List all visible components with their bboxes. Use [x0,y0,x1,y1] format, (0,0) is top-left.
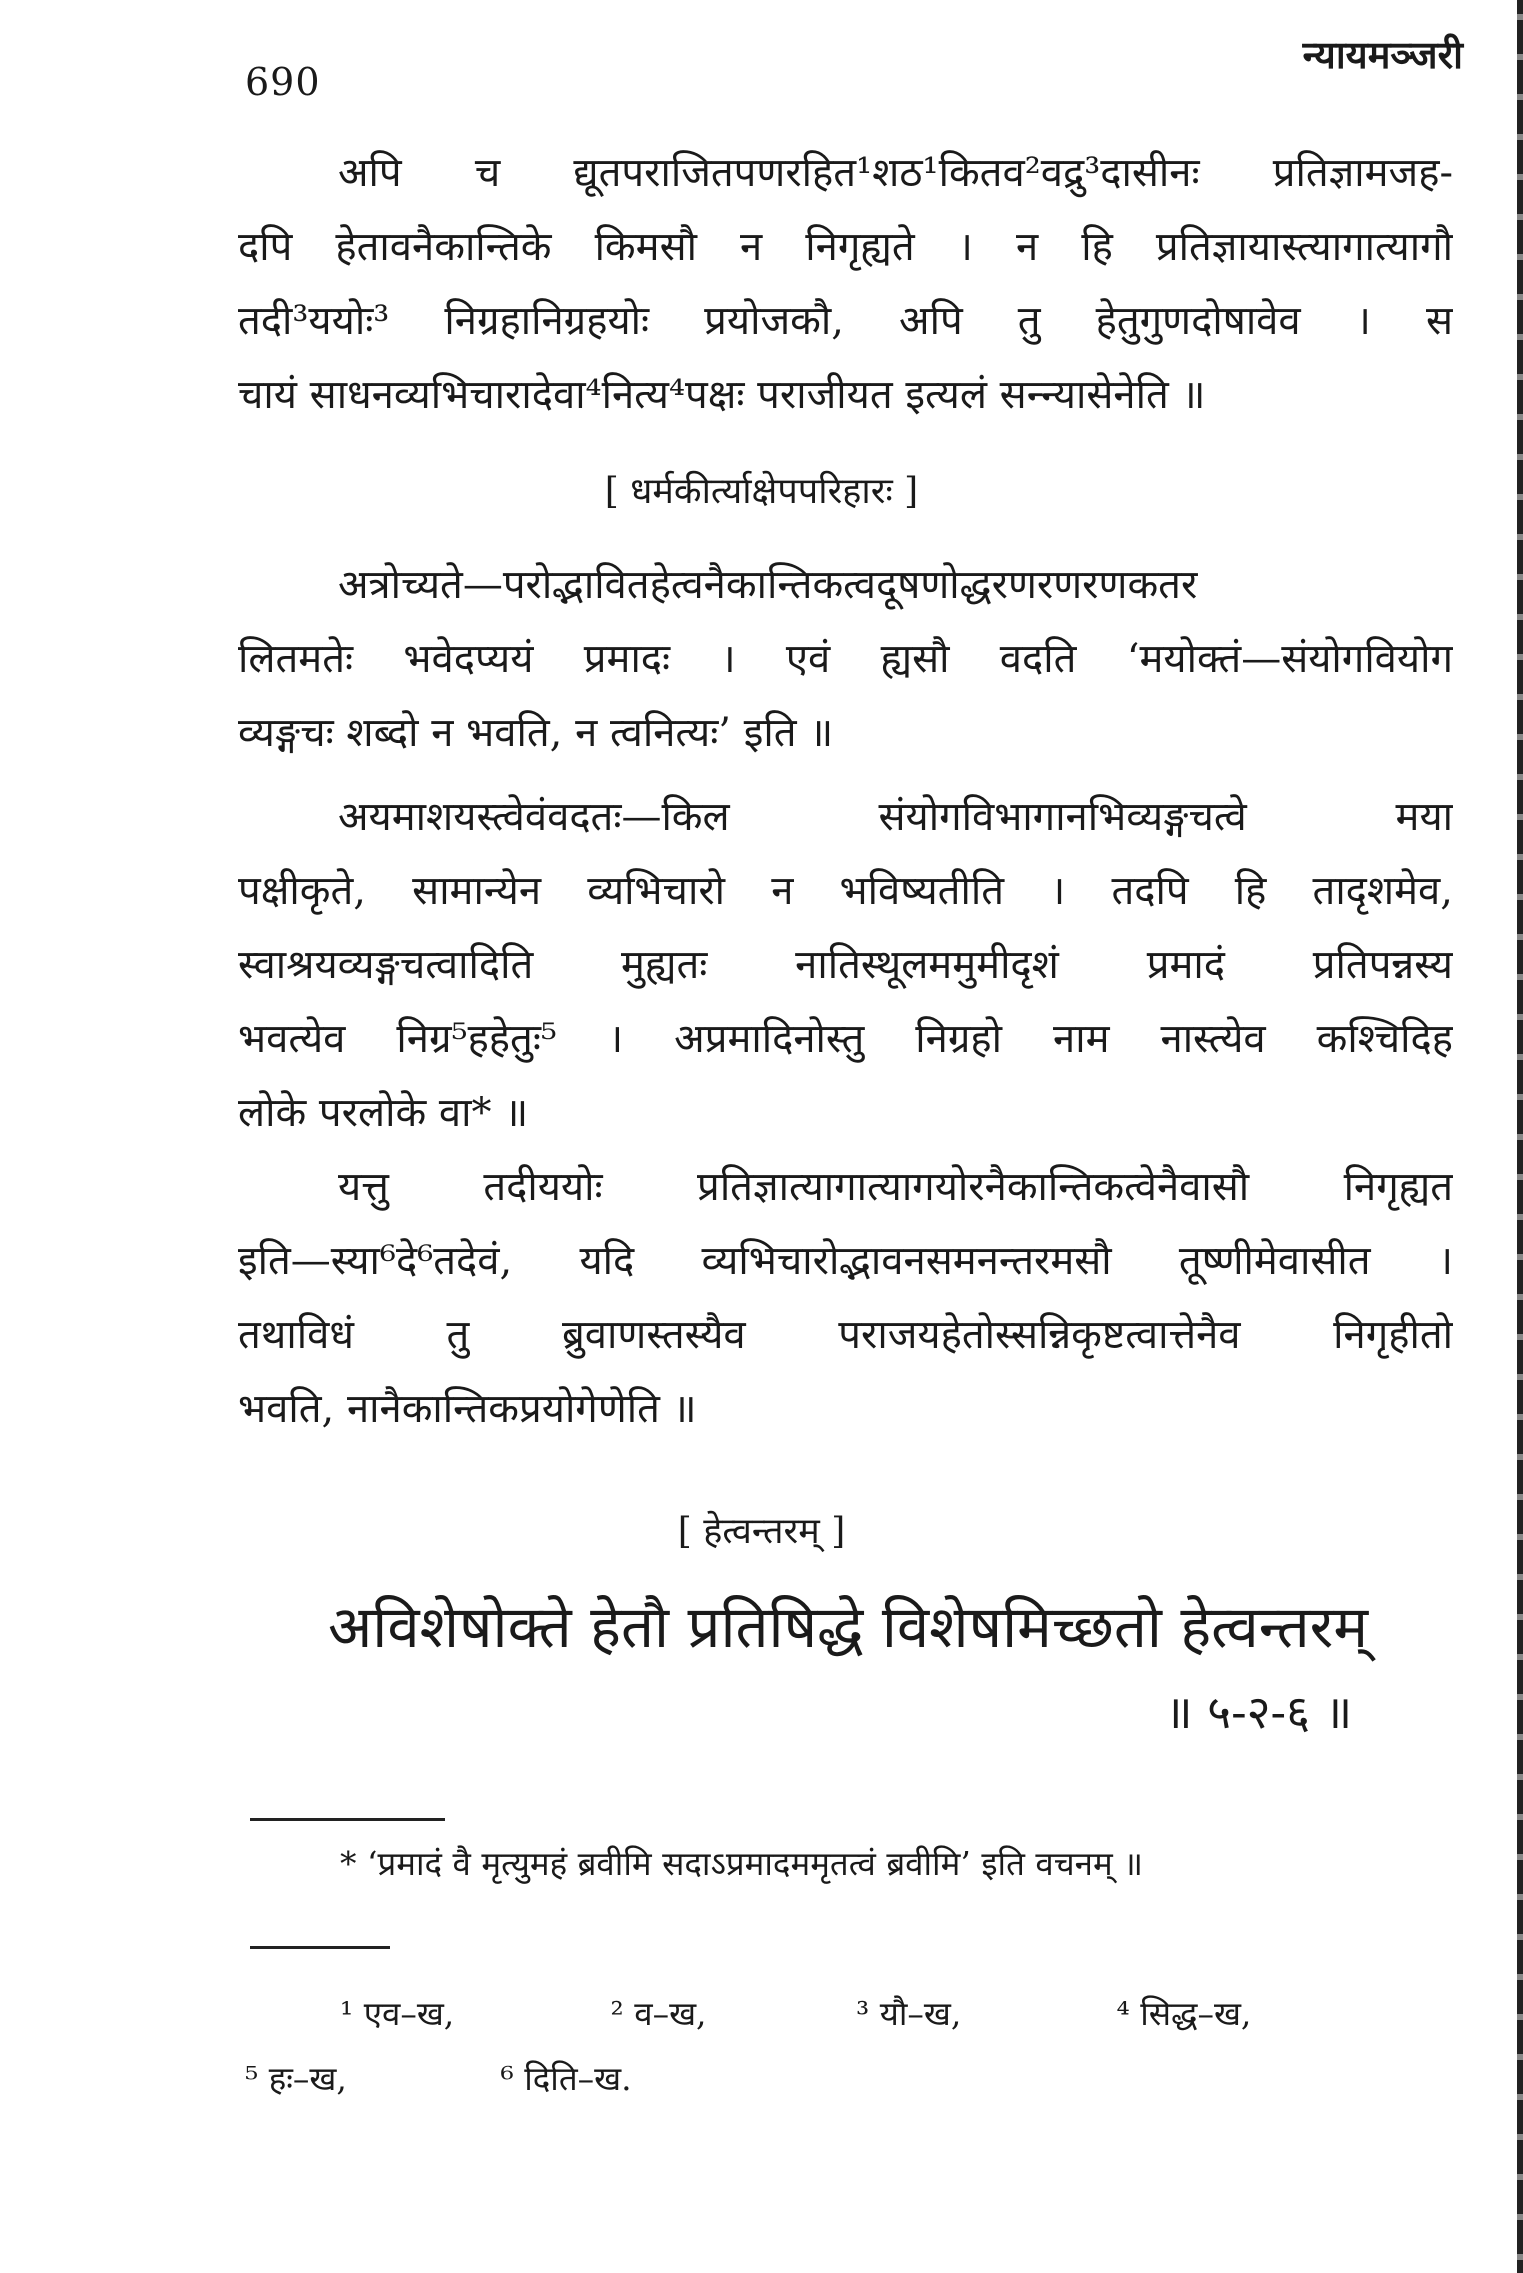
page-number: 690 [245,60,321,104]
variant-readings-line-2 [245,2055,632,2100]
page-edge-shadow [1517,0,1523,2273]
paragraph-1 [238,136,1453,432]
text-line: चायं साधनव्यभिचारादेवा⁴नित्य⁴पक्षः पराजीयत इत्यलं सन्न्यासेनेति ॥ [238,372,1206,418]
footnote-rule [250,1818,445,1821]
text-line: अयमाशयस्त्वेवंवदतः—किल संयोगविभागानभिव्यङ्गचत्वे मया [338,794,1453,840]
variant-reading: ¹ एव–ख, [340,1994,455,2033]
sutra-text: अविशेषोक्ते हेतौ प्रतिषिद्धे विशेषमिच्छतो हेत्वन्तरम् [328,1593,1369,1661]
text-line: लोके परलोके वा* ॥ [238,1090,529,1136]
text-line: तथाविधं तु ब्रुवाणस्तस्यैव पराजयहेतोस्सन्निकृष्टत्वात्तेनैव निगृहीतो [238,1312,1453,1358]
variant-reading: ⁵ हः–ख, [245,2059,347,2098]
text-line: अत्रोच्यते—परोद्भावितहेत्वनैकान्तिकत्वदूषणोद्धरणरणरणकतर [338,562,1198,608]
text-line: भवति, नानैकान्तिकप्रयोगेणेति ॥ [238,1386,697,1432]
text-line: भवत्येव निग्र⁵हहेतुः⁵ । अप्रमादिनोस्तु निग्रहो नाम नास्त्येव कश्चिदिह [238,1016,1453,1062]
paragraph-2 [238,548,1453,770]
section-heading-1: [ धर्मकीर्त्याक्षेपपरिहारः ] [604,471,919,512]
running-head: न्यायमञ्जरी [1302,32,1463,77]
sutra-number: ॥ ५-२-६ ॥ [1165,1685,1353,1739]
section-heading-2: [ हेत्वन्तरम् ] [677,1511,846,1552]
variant-reading: ² व–ख, [610,1994,707,2033]
text-line: लितमतेः भवेदप्ययं प्रमादः । एवं ह्यसौ वदति ‘मयोक्तं—संयोगवियोग [238,636,1453,682]
text-line: तदी³ययोः³ निग्रहानिग्रहयोः प्रयोजकौ, अपि तु हेतुगुणदोषावेव । स [238,298,1453,344]
text-line: इति—स्या⁶दे⁶तदेवं, यदि व्यभिचारोद्भावनसमनन्तरमसौ तूष्णीमेवासीत । [238,1238,1453,1284]
variant-reading: ³ यौ–ख, [856,1994,962,2033]
text-line: अपि च द्यूतपराजितपणरहित¹शठ¹कितव²वद्रु³दासीनः प्रतिज्ञामजह- [338,150,1453,196]
variant-readings-line-1 [340,1990,1251,2035]
variant-reading: ⁴ सिद्ध–ख, [1116,1994,1252,2033]
text-line: व्यङ्गचः शब्दो न भवति, न त्वनित्यः’ इति ॥ [238,710,834,756]
variants-rule [250,1946,390,1949]
paragraph-3 [238,780,1453,1150]
text-line: स्वाश्रयव्यङ्गचत्वादिति मुह्यतः नातिस्थूलममुमीदृशं प्रमादं प्रतिपन्नस्य [238,942,1453,988]
text-line: पक्षीकृते, सामान्येन व्यभिचारो न भविष्यतीति । तदपि हि तादृशमेव, [238,868,1453,914]
text-line: दपि हेतावनैकान्तिके किमसौ न निगृह्यते । न हि प्रतिज्ञायास्त्यागात्यागौ [238,224,1453,270]
text-line: यत्तु तदीययोः प्रतिज्ञात्यागात्यागयोरनैकान्तिकत्वेनैवासौ निगृह्यत [338,1164,1453,1210]
paragraph-4 [238,1150,1453,1446]
footnote-star: * ‘प्रमादं वै मृत्युमहं ब्रवीमि सदाऽप्रमादममृतत्वं ब्रवीमि’ इति वचनम् ॥ [340,1844,1143,1883]
variant-reading: ⁶ दिति–ख. [500,2059,632,2098]
